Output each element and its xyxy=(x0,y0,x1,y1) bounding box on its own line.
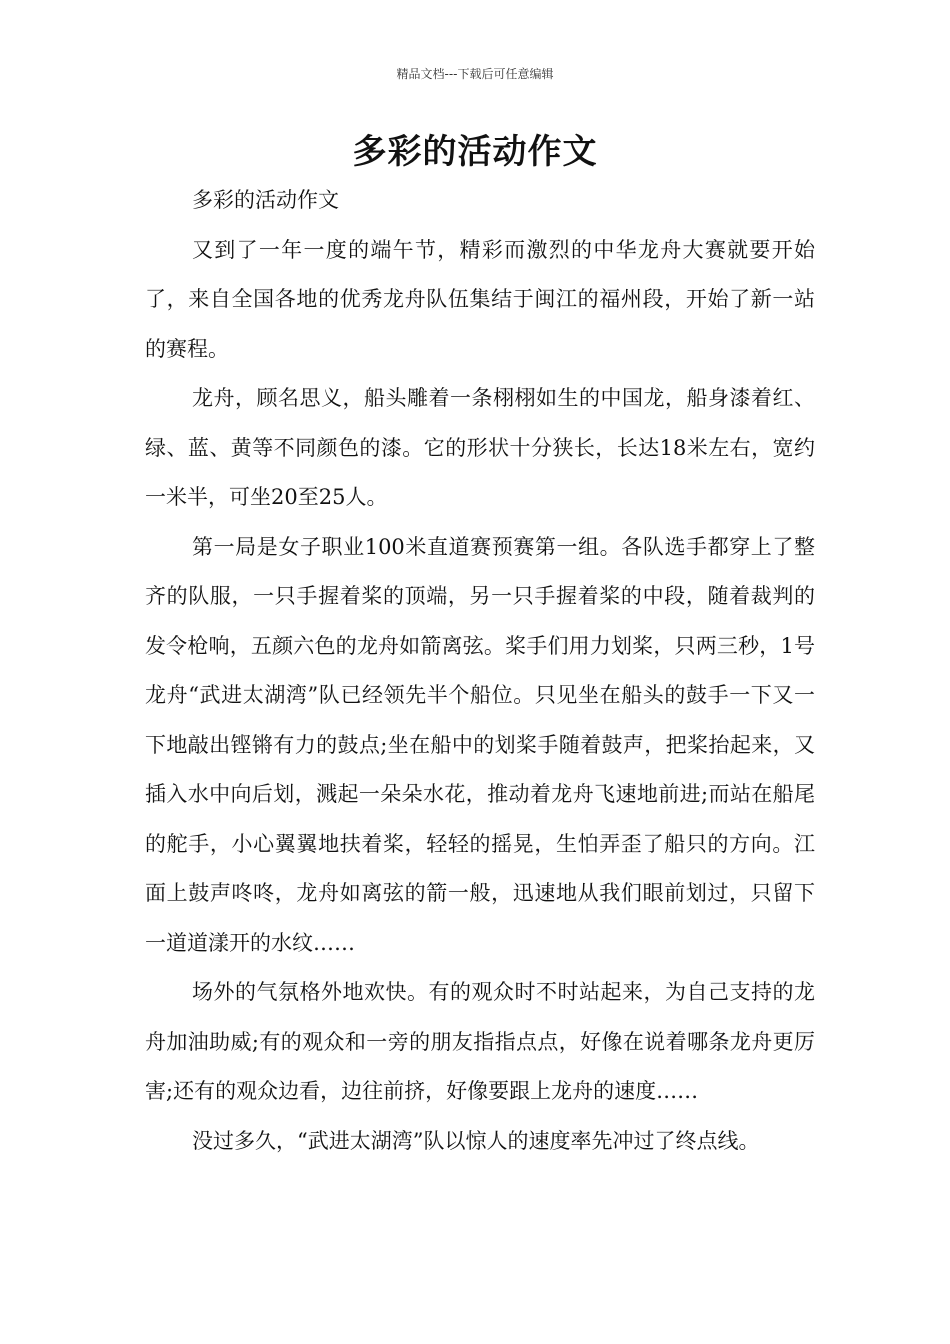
paragraph: 没过多久，“武进太湖湾”队以惊人的速度率先冲过了终点线。 xyxy=(192,1128,760,1153)
paragraph: 场外的气氛格外地欢快。有的观众时不时站起来，为自己支持的龙舟加油助威;有的观众和一旁的朋友指指点点，好像在说着哪条龙舟更厉害;还有的观众边看，边往前挤，好像要跟上龙舟的速度…… xyxy=(145,980,815,1103)
paragraph: 第一局是女子职业100米直道赛预赛第一组。各队选手都穿上了整齐的队服，一只手握着桨的顶端，另一只手握着桨的中段，随着裁判的发令枪响，五颜六色的龙舟如箭离弦。桨手们用力划桨，只两三秒，1号龙舟“武进太湖湾”队已经领先半个船位。只见坐在船头的鼓手一下又一下地敲出铿锵有力的鼓点;坐在船中的划桨手随着鼓声，把桨抬起来，又插入水中向后划，溅起一朵朵水花，推动着龙舟飞速地前进;而站在船尾的舵手，小心翼翼地扶着桨，轻轻的摇晃，生怕弄歪了船只的方向。江面上鼓声咚咚，龙舟如离弦的箭一般，迅速地从我们眼前划过，只留下一道道漾开的水纹…… xyxy=(145,534,815,955)
document-body xyxy=(145,176,815,1166)
paragraph: 又到了一年一度的端午节，精彩而激烈的中华龙舟大赛就要开始了，来自全国各地的优秀龙舟队伍集结于闽江的福州段，开始了新一站的赛程。 xyxy=(145,237,815,361)
document-subtitle: 多彩的活动作文 xyxy=(192,188,339,212)
document-title: 多彩的活动作文 xyxy=(352,132,598,172)
paragraph: 龙舟，顾名思义，船头雕着一条栩栩如生的中国龙，船身漆着红、绿、蓝、黄等不同颜色的漆。它的形状十分狭长，长达18米左右，宽约一米半，可坐20至25人。 xyxy=(145,386,815,509)
page-header: 精品文档---下载后可任意编辑 xyxy=(396,67,554,81)
